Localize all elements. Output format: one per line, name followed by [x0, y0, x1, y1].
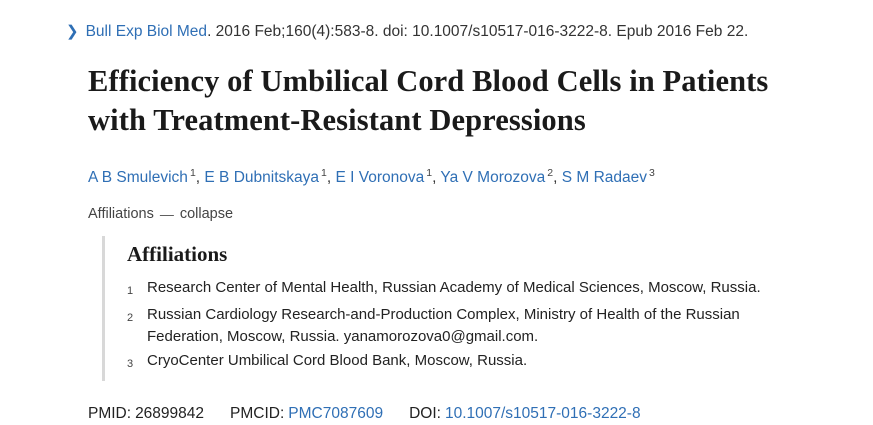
affiliations-heading: Affiliations — [127, 242, 228, 267]
affiliations-toggle-button[interactable] — [88, 206, 233, 222]
collapse-dash-icon: — — [159, 206, 174, 223]
author-entry — [204, 169, 331, 186]
list-item — [127, 277, 813, 302]
list-item — [127, 304, 813, 348]
author-separator: , — [432, 169, 437, 187]
pmid-label: PMID: — [88, 405, 132, 423]
author-list — [88, 162, 813, 189]
author-link[interactable]: E B Dubnitskaya — [204, 169, 319, 187]
affiliation-number: 3 — [127, 358, 134, 371]
list-item — [127, 350, 813, 375]
author-entry — [335, 169, 436, 186]
doi-link[interactable]: 10.1007/s10517-016-3222-8 — [444, 405, 641, 423]
citation-details: . 2016 Feb;160(4):583-8. doi: 10.1007/s10517-016-3222-8. Epub 2016 Feb 22. — [207, 23, 749, 40]
author-entry — [88, 169, 200, 186]
citation-text — [86, 22, 749, 42]
affiliations-toggle[interactable] — [88, 206, 813, 222]
author-entry — [562, 169, 655, 186]
author-link[interactable]: Ya V Morozova — [440, 169, 546, 187]
affiliation-number: 1 — [127, 285, 134, 298]
author-entry — [440, 169, 557, 186]
affiliations-list — [127, 277, 813, 375]
chevron-right-icon[interactable]: ❯ — [66, 23, 79, 40]
author-affiliation-marker[interactable]: 1 — [189, 167, 196, 179]
author-affiliation-marker[interactable]: 3 — [649, 167, 655, 179]
affiliations-toggle-action: collapse — [179, 206, 234, 223]
affiliation-text: Research Center of Mental Health, Russian Academy of Medical Sciences, Moscow, Russia. — [147, 279, 761, 297]
author-affiliation-marker[interactable]: 1 — [426, 167, 433, 179]
affiliation-number: 2 — [127, 312, 134, 325]
author-affiliation-marker[interactable]: 2 — [547, 167, 554, 179]
author-separator: , — [195, 169, 201, 187]
author-separator: , — [553, 169, 558, 187]
author-link[interactable]: S M Radaev — [561, 169, 648, 187]
author-affiliation-marker[interactable]: 1 — [321, 167, 327, 179]
affiliations-toggle-label: Affiliations — [88, 206, 154, 223]
author-link[interactable]: E I Voronova — [335, 169, 425, 187]
page-title: Efficiency of Umbilical Cord Blood Cells in Patients with Treatment-Resistant Depressions — [88, 64, 769, 137]
affiliation-text: Russian Cardiology Research-and-Production Complex, Ministry of Health of the Russian Federation, Moscow, Russia. yanamorozova0@gmail.com. — [147, 306, 740, 346]
author-separator: , — [326, 169, 332, 187]
pmcid-label: PMCID: — [230, 405, 285, 423]
journal-link[interactable]: Bull Exp Biol Med — [85, 23, 208, 40]
pmid-value: 26899842 — [135, 405, 205, 423]
affiliations-panel — [102, 236, 813, 381]
citation-line — [66, 22, 813, 42]
pmcid-link[interactable]: PMC7087609 — [288, 405, 384, 423]
affiliation-text: CryoCenter Umbilical Cord Blood Bank, Moscow, Russia. — [147, 352, 528, 370]
doi-label: DOI: — [409, 405, 441, 423]
author-link[interactable]: A B Smulevich — [88, 169, 188, 187]
